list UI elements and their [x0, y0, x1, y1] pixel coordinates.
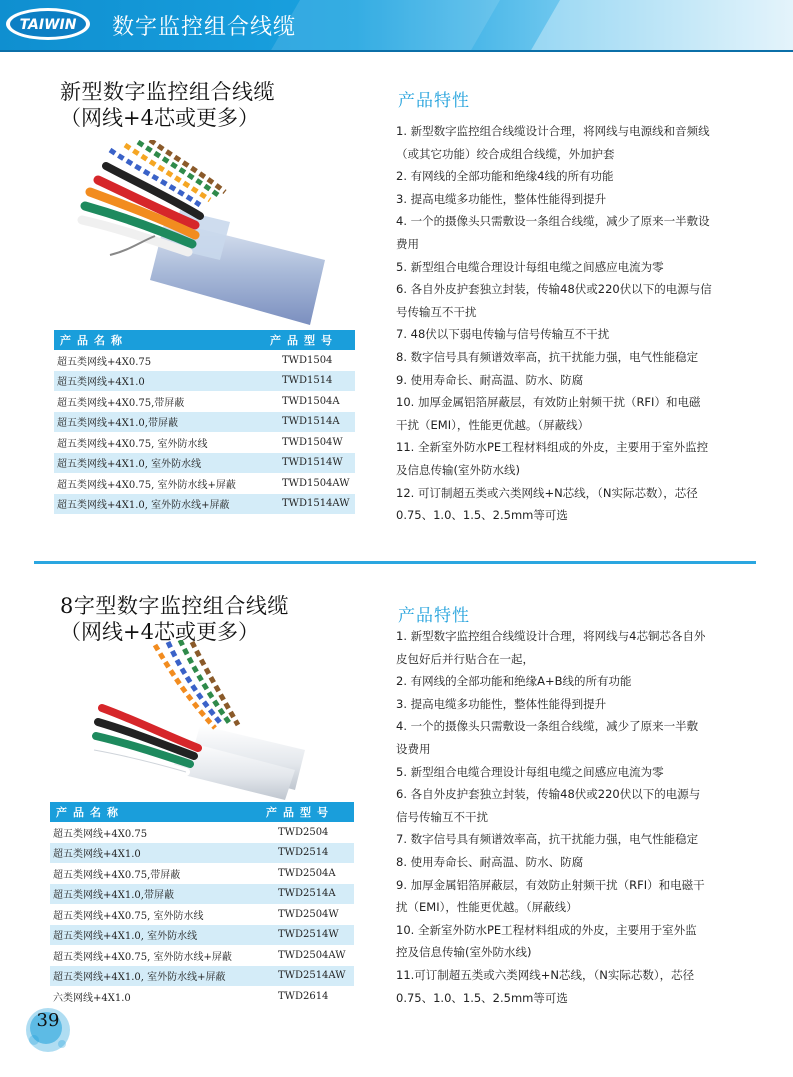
row-name: 超五类网线+4X0.75, 室外防水线+屏蔽	[53, 951, 232, 963]
product2-cable-photo	[80, 640, 310, 800]
row-name: 超五类网线+4X1.0,带屏蔽	[50, 884, 260, 905]
row-name: 超五类网线+4X0.75	[57, 356, 152, 368]
page-number: 39	[36, 1010, 60, 1031]
row-model: TWD1514A	[264, 412, 355, 433]
header-title: 数字监控组合线缆	[112, 15, 297, 40]
feature-item: 11. 全新室外防水PE工程材料组成的外皮，主要用于室外监控 及信息传输(室外防水线)	[396, 440, 709, 477]
feature-item: 2. 有网线的全部功能和绝缘4线的所有功能	[396, 169, 614, 184]
feature-item: 3. 提高电缆多功能性，整体性能得到提升	[396, 696, 607, 711]
feature-item: 6. 各自外皮护套独立封装，传输48伏或220伏以下的电源与 信号传输互不干扰	[396, 787, 701, 824]
feature-item: 5. 新型组合电缆合理设计每组电缆之间感应电流为零	[396, 259, 664, 274]
table-row	[50, 945, 354, 966]
table-row	[50, 822, 354, 843]
row-name: 超五类网线+4X1.0,带屏蔽	[54, 412, 264, 433]
row-model: TWD1504A	[282, 395, 340, 407]
feature-item: 7. 数字信号具有频谱效率高，抗干扰能力强，电气性能稳定	[396, 832, 699, 847]
table-row	[50, 843, 354, 864]
feature-item: 3. 提高电缆多功能性，整体性能得到提升	[396, 191, 607, 206]
row-name: 超五类网线+4X1.0	[50, 843, 260, 864]
section-divider	[34, 561, 756, 564]
row-model: TWD2614	[278, 990, 329, 1002]
row-name: 超五类网线+4X0.75	[53, 828, 148, 840]
row-model: TWD2514W	[260, 925, 354, 946]
table-row	[50, 925, 354, 946]
row-model: TWD2514AW	[260, 966, 354, 987]
table-header-model: 产品型号	[260, 802, 354, 822]
feature-item: 9. 加厚金属铝箔屏蔽层，有效防止射频干扰（RFI）和电磁干 扰（EMI），性能更优越。（屏蔽线）	[396, 877, 705, 915]
table-row	[54, 494, 355, 515]
row-model: TWD2504W	[278, 908, 339, 920]
row-model: TWD2504A	[278, 867, 336, 879]
feature-item: 1. 新型数字监控组合线缆设计合理，将网线与电源线和音频线 （或其它功能）绞合成组合线缆，外加护套	[396, 124, 710, 161]
table-row	[54, 412, 355, 433]
feature-item: 11.可订制超五类或六类网线+N芯线，（N实际芯数），芯径 0.75、1.0、1.5、2.5mm等可选	[396, 967, 695, 1005]
table-row	[50, 904, 354, 925]
row-name: 六类网线+4X1.0	[53, 992, 131, 1004]
row-model: TWD1504W	[282, 436, 343, 448]
row-name: 超五类网线+4X1.0	[54, 371, 264, 392]
table-row	[50, 863, 354, 884]
feature-item: 1. 新型数字监控组合线缆设计合理，将网线与4芯铜芯各自外 皮包好后并行贴合在一起，	[396, 629, 706, 666]
table-row	[54, 453, 355, 474]
row-name: 超五类网线+4X0.75,带屏蔽	[53, 869, 181, 881]
table-header-name: 产品名称	[50, 802, 260, 822]
product2-spec-table	[50, 802, 354, 1007]
row-name: 超五类网线+4X0.75,带屏蔽	[57, 397, 185, 409]
feature-item: 4. 一个的摄像头只需敷设一条组合线缆，减少了原来一半敷 设费用	[396, 719, 699, 756]
feature-item: 4. 一个的摄像头只需敷设一条组合线缆，减少了原来一半敷设 费用	[396, 214, 710, 251]
row-model: TWD2514A	[260, 884, 354, 905]
product1-subtitle: （网线+4芯或更多）	[60, 106, 259, 130]
table-header-model: 产品型号	[264, 330, 355, 350]
row-model: TWD1514W	[264, 453, 355, 474]
feature-item: 8. 使用寿命长、耐高温、防水、防腐	[396, 854, 584, 869]
table-row	[50, 884, 354, 905]
table-row	[54, 350, 355, 371]
product2-title: 8字型数字监控组合线缆	[60, 594, 289, 618]
product1-title: 新型数字监控组合线缆	[60, 80, 275, 104]
page-number-badge	[18, 1000, 78, 1060]
row-model: TWD1514	[264, 371, 355, 392]
product2-subtitle: （网线+4芯或更多）	[60, 620, 259, 644]
row-name: 超五类网线+4X0.75, 室外防水线	[53, 910, 204, 922]
feature-item: 7. 48伏以下弱电传输与信号传输互不干扰	[396, 327, 610, 342]
table-row	[54, 432, 355, 453]
feature-item: 10. 全新室外防水PE工程材料组成的外皮，主要用于室外监 控及信息传输(室外防水线)	[396, 922, 697, 960]
row-model: TWD1514AW	[264, 494, 355, 515]
logo-text: TAIWIN	[19, 17, 77, 33]
page-header	[0, 0, 793, 52]
table-row	[50, 986, 354, 1007]
feature-item: 12. 可订制超五类或六类网线+N芯线，（N实际芯数），芯径 0.75、1.0、1.5、2.5mm等可选	[396, 485, 698, 523]
product1-cable-photo	[70, 140, 340, 325]
table-row	[50, 966, 354, 987]
product1-spec-table	[54, 330, 355, 514]
row-name: 超五类网线+4X1.0, 室外防水线	[54, 453, 264, 474]
table-header-name: 产品名称	[54, 330, 264, 350]
table-row	[54, 473, 355, 494]
row-model: TWD2504AW	[278, 949, 346, 961]
row-name: 超五类网线+4X0.75, 室外防水线+屏蔽	[57, 479, 236, 491]
table-row	[54, 371, 355, 392]
feature-item: 10. 加厚金属铝箔屏蔽层，有效防止射频干扰（RFI）和电磁 干扰（EMI），性能更优越。（屏蔽线）	[396, 395, 701, 432]
row-model: TWD1504	[282, 354, 333, 366]
table-row	[54, 391, 355, 412]
product1-features-heading: 产品特性	[398, 91, 470, 111]
product2-features-list	[396, 625, 776, 1009]
row-model: TWD2504	[278, 826, 329, 838]
row-name: 超五类网线+4X0.75, 室外防水线	[57, 438, 208, 450]
product2-features-heading: 产品特性	[398, 606, 470, 626]
product1-features-list	[396, 120, 776, 527]
feature-item: 8. 数字信号具有频谱效率高，抗干扰能力强，电气性能稳定	[396, 349, 699, 364]
feature-item: 2. 有网线的全部功能和绝缘A+B线的所有功能	[396, 674, 632, 689]
taiwin-logo	[4, 6, 92, 42]
row-name: 超五类网线+4X1.0, 室外防水线	[50, 925, 260, 946]
row-model: TWD1504AW	[282, 477, 350, 489]
row-model: TWD2514	[260, 843, 354, 864]
row-name: 超五类网线+4X1.0, 室外防水线+屏蔽	[54, 494, 264, 515]
feature-item: 5. 新型组合电缆合理设计每组电缆之间感应电流为零	[396, 764, 664, 779]
feature-item: 9. 使用寿命长、耐高温、防水、防腐	[396, 372, 584, 387]
feature-item: 6. 各自外皮护套独立封装，传输48伏或220伏以下的电源与信 号传输互不干扰	[396, 282, 712, 319]
row-name: 超五类网线+4X1.0, 室外防水线+屏蔽	[50, 966, 260, 987]
